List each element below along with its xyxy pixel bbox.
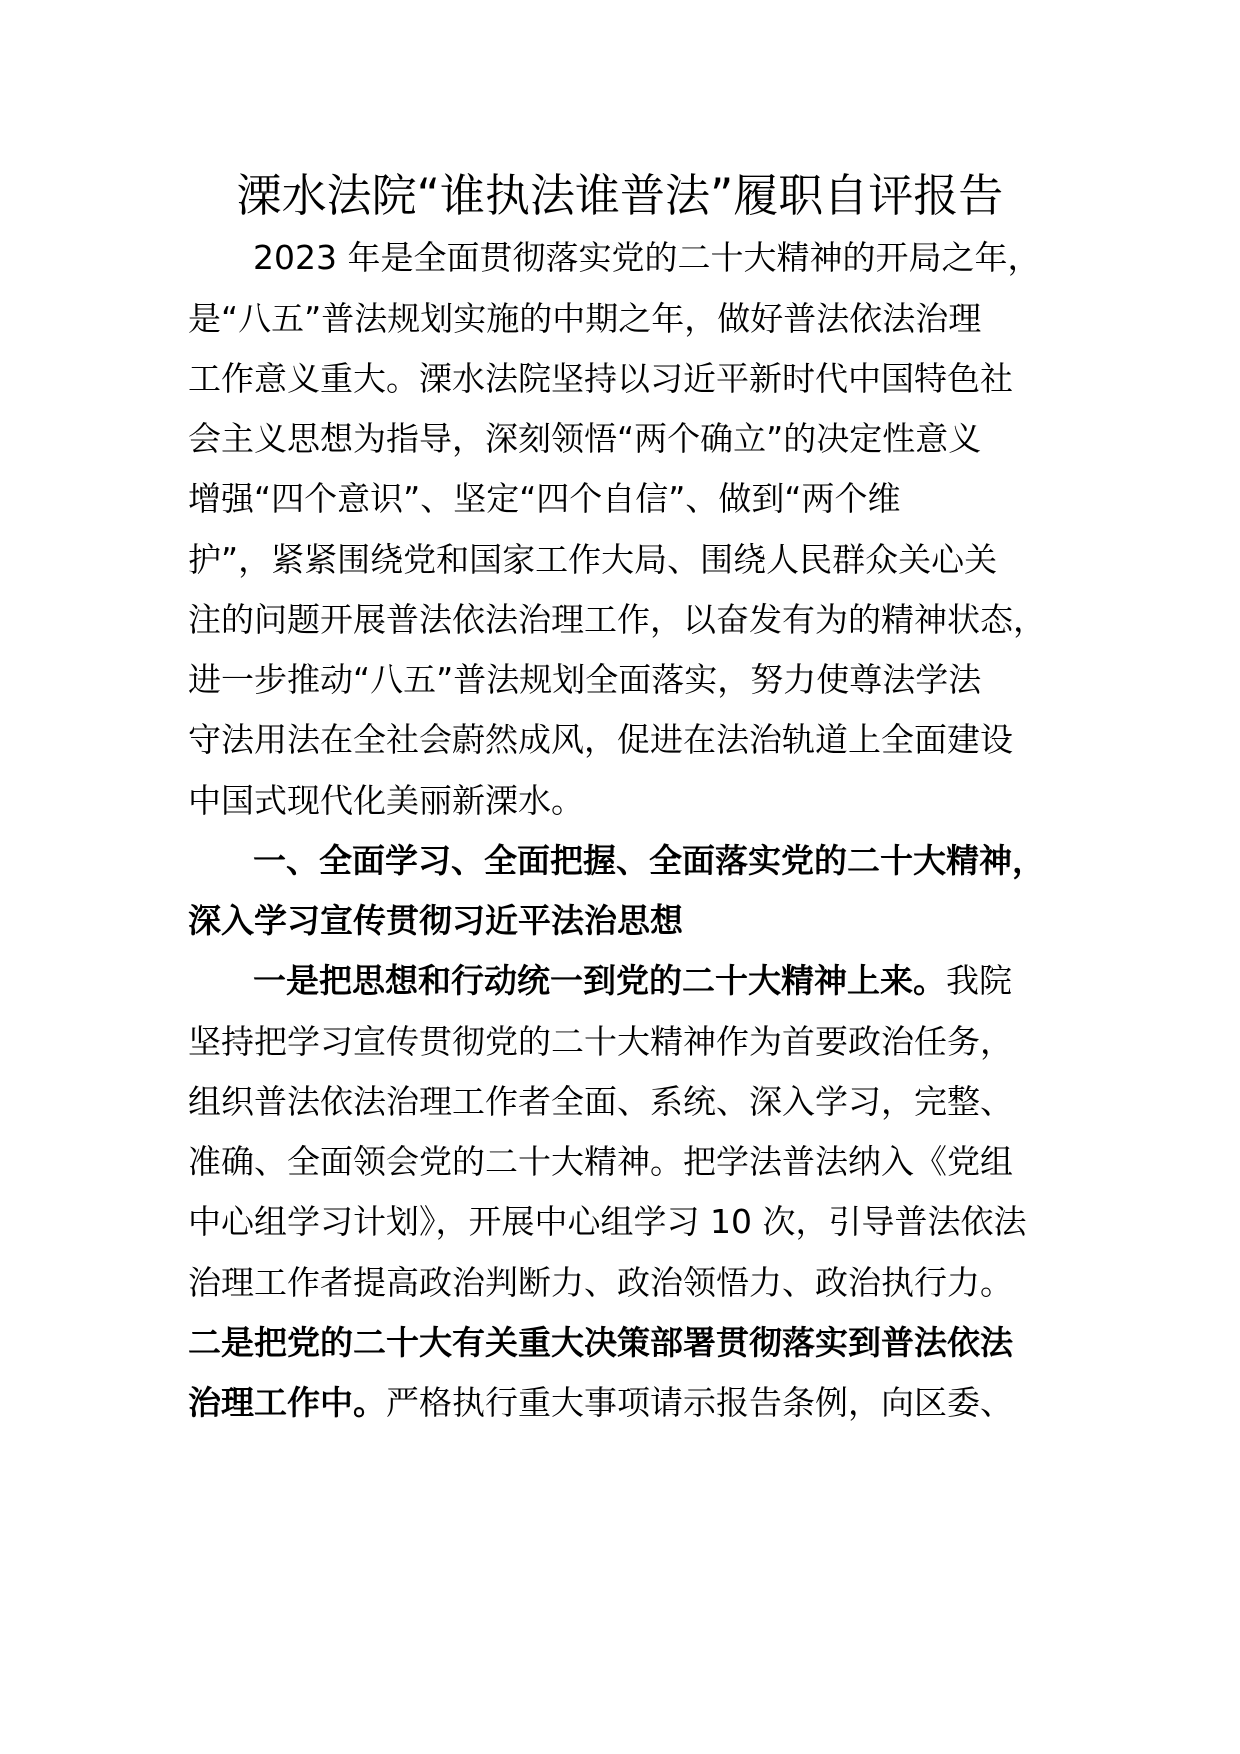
point-two-text: 严格执行重大事项请示报告条例，向区委、 (386, 1383, 1013, 1422)
point-two-lead-end: 治理工作中。 (188, 1383, 386, 1422)
paragraph-line: 增强“四个意识”、坚定“四个自信”、做到“两个维 (188, 479, 901, 518)
paragraph-line: 守法用法在全社会蔚然成风，促进在法治轨道上全面建设 (188, 720, 1013, 759)
paragraph-line: 进一步推动“八五”普法规划全面落实，努力使尊法学法 (188, 660, 982, 699)
paragraph-line: 会主义思想为指导，深刻领悟“两个确立”的决定性意义 (188, 419, 982, 458)
paragraph-line: 2023 年是全面贯彻落实党的二十大精神的开局之年， (253, 238, 1041, 277)
paragraph-line: 中国式现代化美丽新溧水。 (188, 781, 584, 820)
point-one-first-line (253, 959, 1012, 1003)
paragraph-line: 坚持把学习宣传贯彻党的二十大精神作为首要政治任务， (188, 1022, 1013, 1061)
point-two-second-line (188, 1381, 1013, 1425)
section-heading: 深入学习宣传贯彻习近平法治思想 (188, 901, 683, 940)
document-title: 溧水法院“谁执法谁普法”履职自评报告 (236, 169, 1004, 222)
paragraph-line: 中心组学习计划》，开展中心组学习 10 次，引导普法依法 (188, 1202, 1027, 1241)
paragraph-line: 准确、全面领会党的二十大精神。把学法普法纳入《党组 (188, 1142, 1013, 1181)
point-two-lead: 二是把党的二十大有关重大决策部署贯彻落实到普法依法 (188, 1323, 1013, 1362)
section-heading: 一、全面学习、全面把握、全面落实党的二十大精神， (253, 841, 1045, 880)
point-one-lead: 一是把思想和行动统一到党的二十大精神上来。 (253, 961, 946, 1000)
point-one-text: 我院 (946, 961, 1012, 1000)
paragraph-line: 工作意义重大。溧水法院坚持以习近平新时代中国特色社 (188, 359, 1013, 398)
paragraph-line: 注的问题开展普法依法治理工作，以奋发有为的精神状态， (188, 600, 1046, 639)
paragraph-line: 护”，紧紧围绕党和国家工作大局、围绕人民群众关心关 (188, 540, 998, 579)
paragraph-line: 组织普法依法治理工作者全面、系统、深入学习，完整、 (188, 1082, 1013, 1121)
paragraph-line: 是“八五”普法规划实施的中期之年，做好普法依法治理 (188, 299, 982, 338)
paragraph-line: 治理工作者提高政治判断力、政治领悟力、政治执行力。 (188, 1263, 1013, 1302)
